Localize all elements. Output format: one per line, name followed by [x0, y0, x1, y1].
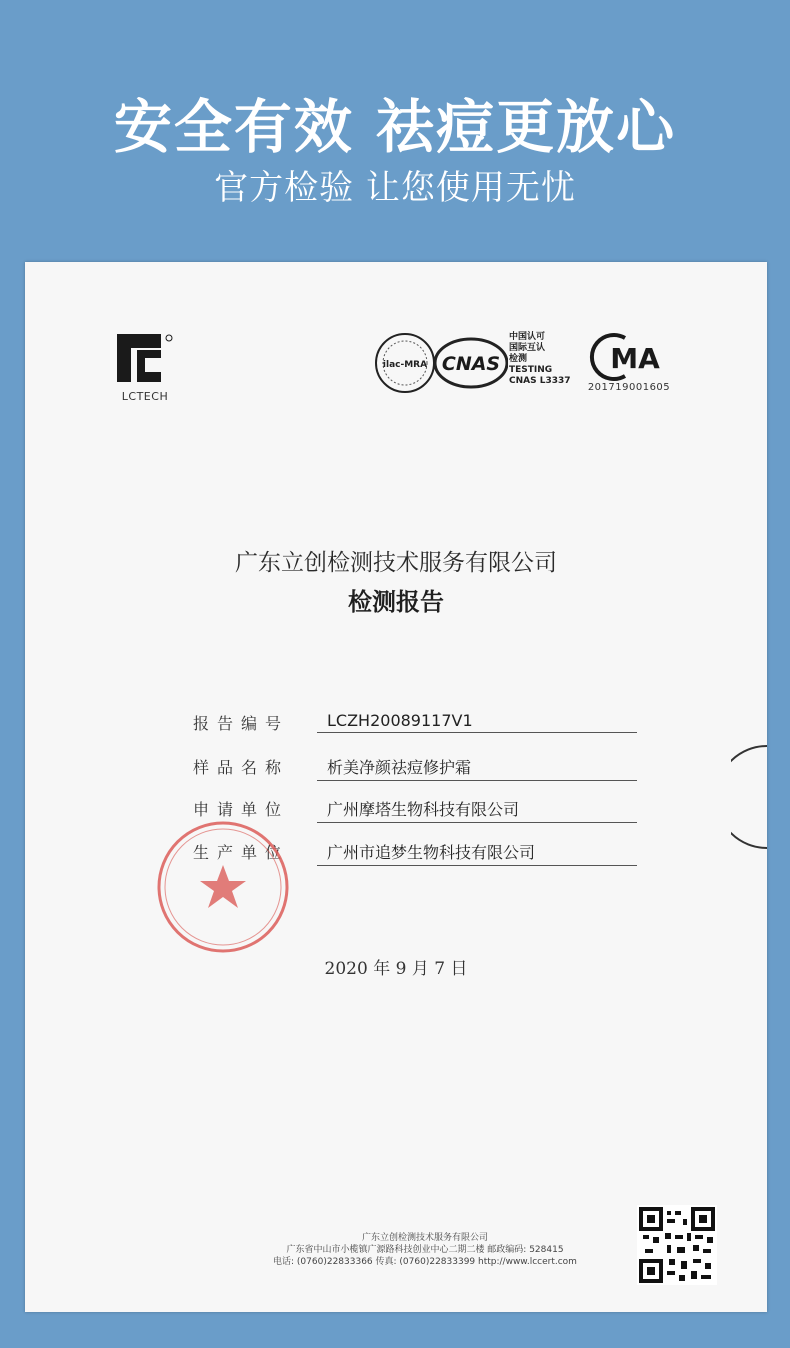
field-value: 广州市追梦生物科技有限公司 — [317, 840, 637, 866]
test-report-document — [25, 262, 767, 1312]
field-value: LCZH20089117V1 — [317, 711, 637, 733]
field-value: 析美净颜祛痘修护霜 — [317, 755, 637, 781]
field-label: 样品名称 — [193, 758, 290, 777]
cnas-caption: 中国认可 国际互认 检测 TESTING CNAS L3337 — [509, 332, 571, 386]
field-label: 申请单位 — [193, 800, 290, 819]
lctech-logo-icon — [115, 332, 175, 392]
field-label: 报告编号 — [193, 714, 290, 733]
report-date: 2020 年 9 月 7 日 — [324, 959, 468, 979]
field-label: 生产单位 — [193, 843, 290, 862]
cma-mark-icon — [585, 332, 675, 386]
field-sample-name — [193, 751, 633, 781]
field-value: 广州摩塔生物科技有限公司 — [317, 797, 637, 823]
document-footer: 广东立创检测技术服务有限公司 广东省中山市小榄镇广源路科技创业中心二期二楼 邮政编码: 528415 电话: (0760)22833366 传真: (0760)22833399 http://www.lccert.com — [273, 1233, 577, 1267]
svg-text:MA: MA — [610, 342, 660, 375]
ilac-mra-icon: ilac-MRA — [382, 360, 428, 370]
official-seal-icon — [153, 817, 293, 961]
cma-code: 201719001605 — [587, 382, 671, 393]
report-title: 检测报告 — [348, 587, 444, 616]
field-report-number — [193, 707, 633, 737]
edge-seal-icon — [731, 742, 767, 856]
company-name: 广东立创检测技术服务有限公司 — [235, 550, 557, 576]
lctech-logo-text: LCTECH — [121, 390, 169, 403]
banner-subtitle: 官方检验 让您使用无忧 — [214, 168, 576, 208]
accreditation-marks — [373, 327, 508, 403]
banner-title: 安全有效 祛痘更放心 — [113, 93, 677, 161]
qr-code-icon — [637, 1205, 717, 1289]
cnas-mark-icon: CNAS — [441, 353, 501, 375]
